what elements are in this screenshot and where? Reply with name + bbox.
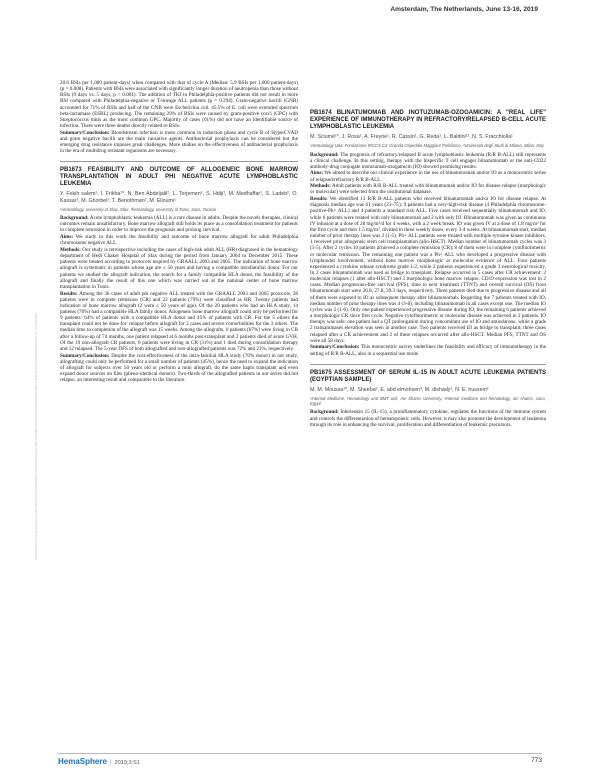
journal-volume: 2019;3:S1 [114,760,140,766]
abstract-1673-affiliations: ¹Hematology, university of Sfax, Sfax, ²hematology, university of Tunis, tunis, Tunisia [60,206,216,212]
summary-label: Summary/Conclusion: [310,344,360,351]
abstract-1673-results [60,291,298,353]
abstract-1675-background [310,409,546,427]
aims-text: We study in this work the feasibility and outcome of bone marrow allograft for adult Philadelphia chromosome negative ALL. [60,234,298,247]
abstract-1675-title: PB1675 ASSESSMENT OF SERUM IL-15 IN ADULT ACUTE LEUKEMIA PATIENTS (EGYPTIAN SAMPLE) [310,369,546,383]
abstract-1674-title: PB1674 BLINATUMOMAB AND INOTUZUMAB-OZOGAMICIN: A "REAL LIFE" EXPERIENCE OF IMMUNOTHERAPY IN REFRACTORY/RELAPSED B-CELL ACUTE LYMPHOBLASTIC LEUKEMIA [310,110,546,130]
methods-text: Adult patients with R/R B-ALL treated with blinatumomab and/or IO for disease relapse (morphologic or molecular) were selected from the institutional database. [310,183,546,196]
aims-text: We aimed to describe our clinical experience in the use of blinatumomab and/or IO as a monocentric series of relapsed/refractory R/R B-ALL. [310,170,546,183]
results-label: Results: [310,196,328,203]
results-text: Among the 36 cases of adult phi negative ALL treated with the GRAALL 2003 and 2005 protocols, 28 patients were in complete remission (CR) and 22 patients (79%) were classified as HR. Twenty patients had indication of bone marrow allograft (2 were ≤ 50 years of age). Of the 20 patients who had an HLA study, 14 patients (70%) had a compatible HLA family donor. Allogeneic bone marrow allograft could only be performed for 9 patients: 64% of patients with a compatible HLA donor and 45% of patients with CR. For the 5 others the transplant could not be done for: relapse before allograft for 2 cases and severe comorbidities for the 3 others. The median time to completion of the allograft was 15 weeks. Among the allografts, 6 patients (67%) were living in CR after a follow-up of 74 months, one patient relapsed at 6 months post-transplant and 2 patients died of acute GVH. Of the 19 non-allograft CR patients, 6 patients were living in CR (31%) and 1 died during consolidation therapy and 12 relapsed. The 5-year DFS of both allografted and non-allografted patients was 72% and 21%, respectively. [60,290,298,352]
results-label: Results: [60,290,78,297]
footer-separator: | [109,760,112,766]
abstract-1674-results [310,196,546,344]
abstract-1673-aims [60,234,298,246]
section-divider [60,161,298,162]
abstract-1674-methods [310,183,546,195]
abstract-1674-affiliations: ¹Hematology Unit, Fondazione IRCCS Ca' Granda Ospedale Maggiore Policlinico, ²Università degli Studi di Milano, Milan, Italy [310,143,545,149]
aims-label: Aims: [60,234,74,241]
summary-text: Despite the cost-effectiveness of the intra-familial HLA study (70% donor) in our study, allografting could only be performed for a small number of patients (45%), hence the need to expand the indication of allograft for subjects over 50 years old or perform a mini allograft, do the same haplo transplant and even expand donor sources on files (pheno-identical donors). Two-thirds of the allografted patients in our series did not relapse, an interesting result and comparable to the literature. [60,352,298,384]
methods-label: Methods: [60,246,81,253]
abstract-1675-affiliations: ¹Internal Medicine, Hematology and BMT unit, Ain Shams University, ²internal medicine and hematology, ain shams, cairo, Egypt [310,395,546,407]
summary-label: Summary/Conclusion: [60,352,110,359]
continued-summary [60,130,298,155]
abstract-1673-authors: Y. Fekih salem¹, I. Frikha¹*, N. Ben Abdeljalil², L. Torjemen², S. Hdiji¹, M. Medhaffar¹, S. Ladeb², O. Kassar¹, M. Ghorbel¹, T. Benothman², M. Elloumi¹ [60,191,298,204]
page-number: 773 [530,757,542,764]
results-text: We identified 13 R/R B-ALL patients who received blinatumomab and/or IO for disease relapse. At diagnosis median age was 61 years (23–75); 9 patients had a very-high-risk disease (4 Philadelphia chromosome-positive-Ph+ ALL) and 4 patients a standard risk ALL. Five cases received sequentially blinatumomab and IO, while 6 patients were treated with only blinatumomab and 2 with only IO. Blinatumomab was given as continuous IV infusion at a dose of 28 mg/m²/d for 4 weeks, with a 2 week break. IO was given IV at a dose of 1.8 mg/m² for the first cycle and then 1.5 mg/m², divided in three weekly doses, every 3-4 weeks. At blinatumomab start, median number of prior therapy lines was 2 (1-5). Ph+ ALL patients were treated with multiple tyrosine kinase inhibitors, 1 received prior allogeneic stem cell transplantation (allo-HSCT). Median number of blinatumomab cycles was 3 (1-5). After 2 cycles 10 patients achieved a complete remission (CR); 8 of them were in complete cytofluorimetric or molecular remission. The remaining one patient was a Ph+ ALL who developed a progressive disease with lymphnodes involvement, without bone marrow morphologic or molecular evidence of ALL. Four patients experienced a cytokine release syndrome grade 1/2, while 2 patients experienced a grade 3 neurological toxicity. In 2 cases blinatumomab was used as bridge to transplant. Relapse occurred in 5 cases after CR achievement: 2 molecular relapses (1 after allo-HSCT) and 3 morphologic bone marrow relapse. CD19 expression was lost in 2 cases. Median progression-free survival (PFS), time to next treatment (TTNT) and overall survival (OS) from blinatumomab start were 26.8, 27.8, 39.3 days, respectively. Three patients died due to progressive disease and all of them were exposed to IO as subsequent therapy after blinatumomab. Regarding the 7 patients treated with IO, median number of prior therapy lines was 4 (3-8), including blinatumomab in all cases except one. The median IO cycles was 2 (1-6). Only one patient experienced progressive disease during IO, the remaining 6 patients achieved a morphologic CR since first cycle. Negative cytofluorimetric or molecular disease was achieved in 2 patients. IO therapy was safe: one patient had a QT prolongation during concomitant use of IO and amiodarone, while a grade 2 transaminases elevation was seen in another case. Two patients received IO as bridge to transplant; three cases relapsed after a CR achievement and 2 of these relapses occurred after allo-HSCT. Median PFS, TTNT and OS were all 58 days. [310,196,546,344]
methods-text: Our study is retrospective including the cases of high-risk adult ALL (HR) diagnosed in the hematology department of Hedi Chaker Hospital of Sfax during the period from January 2004 to December 2015. These patients were treated according to protocols inspired by GRAALL 2003 and 2005. The indication of bone marrow allograft is systematic in patients whose age are ≤ 50 years and having a compatible intrafamilial donor. For our patients we studied the allograft indication, the search for a family compatible HLA donor, the feasibility of the allograft and finally the result of this one which was carried out at the national center of bone marrow transplantation in Tunis. [60,246,298,290]
abstract-1674-background [310,152,546,170]
left-column [60,80,298,384]
continued-text: 20.6 BSIs per 1,000 patient-days) when compared with that of cycle A (Median: 5.9 BSIs per 1,000 patient-days) (p = 0.008). Patients with BSIs were associated with significantly longer duration of neutropenia than those without BSIs (9 days vs. 5 days, p < 0.001). The addition of TKI in Philadelphia-positive patients did not result in more BSI compared with Philadelphia-negative or T-lineage ALL patients (p = 0.294). Gram-negative bacilli (GNB) accounted for 71% of BSIs and half of the GNB were Escherichia coli. 45.5% of E. coli were extended spectrum beta-lactamase (ESBL) producing. The remaining 29% of BSIs were caused by gram-positive cocci (GPC) with Streptococcus mitis as the most common GPC. Majority of cases (61%) did not have an identifiable source of infection. There were three deaths directly related to BSIs. [60,80,298,130]
abstract-1674-aims [310,170,546,182]
background-text: The prognosis of refractory/relapsed B acute lymphoblastic leukemia (R/R B-ALL) still represents a clinical challenge. In this setting, therapy with the bispecific T cell engager blinatumomab or the anti-CD22 antibody-drug conjugate inotuzumab-ozogamicin (IO) showed promising results. [310,151,546,170]
background-label: Background: [60,215,89,222]
methods-label: Methods: [310,183,331,190]
section-divider [310,364,546,365]
background-text: Interleukin 15 (IL-15), a proinflammatory cytokine, regulates the functions of the immune system and controls the differentiation of hematopoietic cells. However, it may also promote the development of leukemia through its role in enhancing the survival, proliferation and differentiation of leukemic precursors. [310,409,546,428]
aims-label: Aims: [310,170,324,177]
background-label: Background: [310,409,339,416]
abstract-1673-summary [60,353,298,384]
page-footer [58,753,542,766]
abstract-1673-background [60,215,298,233]
abstract-1673-title: PB1673 FEASIBILITY AND OUTCOME OF ALLOGENEIC BONE MARROW TRANSPLANTATION IN ADULT PHI NEGATIVE ACUTE LYMPHOBLASTIC LEUKEMIA [60,167,298,188]
journal-name: HemaSphere [58,757,107,766]
journal-brand [58,757,140,766]
summary-text: Bloodstream infection is more common in induction phase and cycle B of HyperCVAD and gram negative bacilli are the main causative agents. Antibacterial prophylaxis can be considered but the emerging drug resistance imposes great challenges. More studies on the effectiveness of antibacterial prophylaxis in the era of multidrug resistant organisms are necessary. [60,129,298,155]
download-sidebar-text: Downloaded from http://journals.lww.com/hemasphere by BhDMf5ePHKav1zEoum1tQfN4a+kJLhEZgbsIHo4XMi0hCywCX1AWnYQp/IlQrHD3i3D0OdRyi7TvSFl4Cf3VC4/OAVpDDa8KKGKV0Ymy+78= on 03/21/2024 [35,313,38,560]
abstract-1673-methods [60,247,298,290]
abstract-1674-authors: M. Sciumè¹*, J. Rosa¹, A. Freyrie¹, R. Cassin¹, G. Reda¹, L. Baldini¹², N. S. Fracchiolla¹ [310,134,513,140]
background-label: Background: [310,151,339,158]
abstract-1675-authors: M. M. Moussa¹*, M. Sheeba², E. abd elmohsen³, M. dishady¹, N. E. hussein³ [310,386,489,393]
background-text: Acute lymphoblastic leukemia (ALL) is a rare disease in adults. Despite the novels therapies, clinical outcomes remain unsatisfactory. Bone marrow allograft still holds its place as a consolidation treatment for patients in complete remission in order to improve the prognosis and prolong survival. [60,215,298,234]
venue-header: Amsterdam, The Netherlands, June 13-16, 2019 [390,6,538,13]
right-column [310,110,546,428]
summary-text: This monocentric survey underlines the feasibility and efficacy of immunotherapy in the setting of R/R B-ALL, also in a sequential use mode. [310,344,546,357]
summary-label: Summary/Conclusion: [60,129,110,136]
abstract-1674-summary [310,344,546,356]
